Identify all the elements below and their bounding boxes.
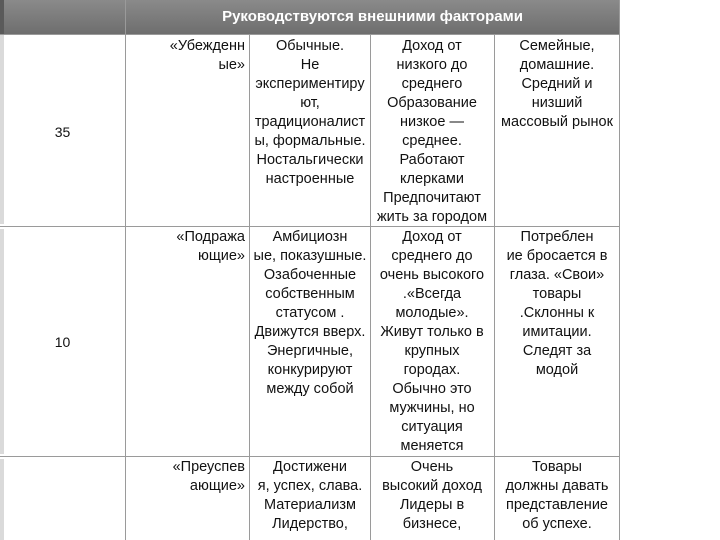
row-traits-cell: Достижени я, успех, слава. Материализм Лидерство,: [257, 459, 363, 532]
row-type-cell: «Убежденн ые»: [169, 38, 245, 73]
row-traits-cell: Обычные. Не экспериментиру ют, традиционалист ы, формальные. Ностальгически настроенные: [254, 38, 366, 187]
row-type-cell: «Преуспев ающие»: [172, 459, 245, 494]
row-demographics-cell: Очень высокий доход Лидеры в бизнесе,: [382, 459, 482, 532]
row-divider-2: [0, 456, 620, 457]
row-consumption-cell: Товары должны давать представление об успехе.: [505, 459, 609, 532]
row-divider-1: [0, 226, 620, 227]
column-divider-1: [125, 0, 126, 540]
table-header-title: Руководствуются внешними факторами: [222, 8, 523, 25]
row-consumption-cell: Потреблен ие бросается в глаза. «Свои» товары .Склонны к имитации. Следят за модой: [506, 229, 608, 378]
left-shade-row3: [0, 459, 4, 540]
left-number-column: [0, 34, 125, 540]
row-divider-0: [0, 34, 620, 35]
row-consumption-cell: Семейные, домашние. Средний и низший массовый рынок: [501, 38, 613, 130]
row-traits-cell: Амбициозн ые, показушные. Озабоченные собственным статусом . Движутся вверх. Энергичные, конкурируют между собой: [253, 229, 367, 397]
row-type-cell: «Подража ющие»: [176, 229, 245, 264]
header-left-strip: [0, 0, 4, 34]
row-number: 10: [54, 334, 71, 350]
row-number: 35: [54, 124, 71, 140]
row-demographics-cell: Доход от низкого до среднего Образование низкое — среднее. Работают клерками Предпочитают жить за городом: [376, 38, 488, 225]
row-demographics-cell: Доход от среднего до очень высокого .«Всегда молодые». Живут только в крупных городах. Обычно это мужчины, но ситуация меняется: [379, 229, 485, 454]
